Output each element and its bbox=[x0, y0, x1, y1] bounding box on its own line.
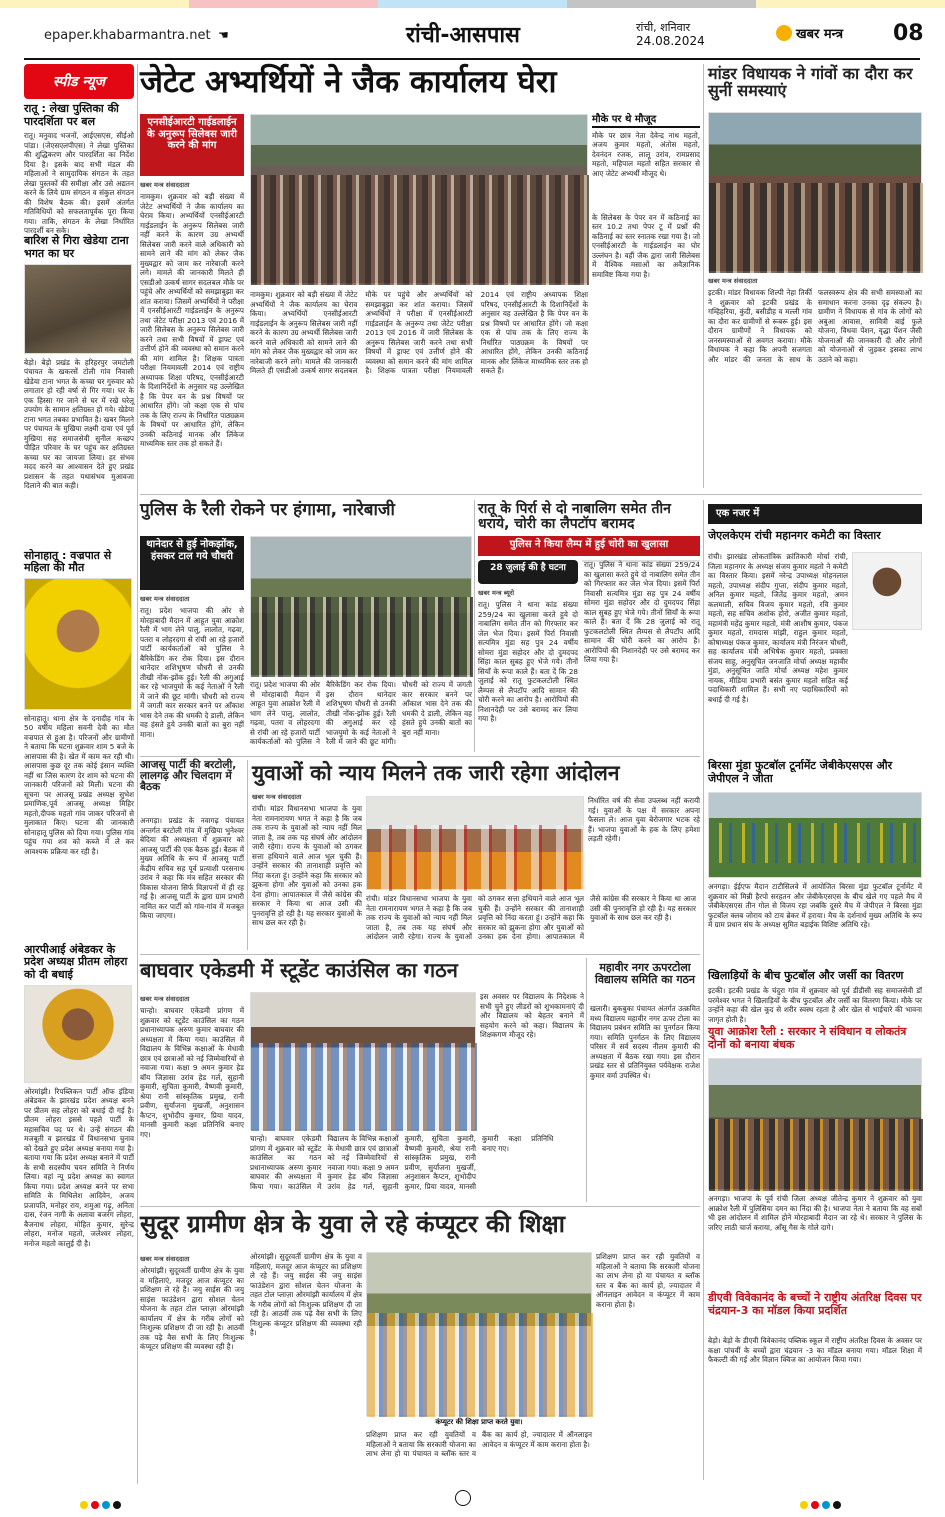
bagwar-byline: खबर मन्त्र संवाददाता bbox=[140, 995, 190, 1003]
brand-logo bbox=[776, 24, 843, 42]
rally-police-photo bbox=[250, 536, 472, 676]
nazar-label: एक नजर में bbox=[716, 508, 760, 519]
theft-deck: पुलिस ने किया लैम्प में हुई चोरी का खुलासा bbox=[478, 536, 700, 556]
sidebar-body-continued: के सिलेबस के पेपर वन में कठिनाई का स्तर 10.2 तथा पेपर टू में प्रश्नों की कठिनाई का स्तर स्नातक रखा गया है। जो एनसीईआरटी के गाईडलाईन का घोर उल्लंघन है। वहीं जैक द्वारा जारी सिलेबस में वैश्विक मसाओं का अवैज्ञानिक समाविष्ट किया गया है। bbox=[592, 212, 700, 279]
computer-body2-continued bbox=[596, 1252, 700, 1480]
speed-item-body: बेड़ो। बेड़ो प्रखंड के हरिहरपुर जमटोली पंचायत के खकरसें टोली गांव निवासी खेडेया टाना भगत के कच्चा घर गुरुवार को लगातार हो रही वर्षा से गिर गया। घर के एक हिस्सा गर जाने से घर में रखे घरेलू उपयोग के सामान क्षतिग्रस्त हो गये। खेडेया टाना भगत तबका प्रभावित है। खबर मिलने पर पंचायत के मुखिया लक्ष्मी दावा एवं पूर्व मुखिया सह समाजसेवी सुनील कच्छप पीड़ित परिवार के घर पहुंच कर क्षतिग्रस्त कच्चा घर का जायजा लिया। हर संभव मदद करने का आश्वासन देते हुए प्रखंड प्रशासन के तहत यथासंभव मुआवजा दिलाने की बात कही। bbox=[24, 357, 134, 491]
masthead bbox=[0, 0, 945, 66]
section-title: रांची-आसपास bbox=[406, 23, 520, 48]
rally-byline: खबर मन्त्र संवाददाता bbox=[140, 595, 190, 603]
section-divider bbox=[140, 756, 700, 757]
computer-headline: सुदूर ग्रामीण क्षेत्र के युवा ले रहे कंप्यूटर की शिक्षा bbox=[140, 1210, 565, 1238]
masthead-city-day: रांची, शनिवार bbox=[636, 21, 691, 34]
lead-body-continued bbox=[250, 290, 588, 490]
top-color-bar bbox=[0, 0, 945, 8]
lead-deck: एनसीईआरटी गाईडलाईन के अनुरूप सिलेबस जारी करने की मांग bbox=[140, 114, 244, 176]
rally-deck: थानेदार से हुई नोकझोंक, हंसकर टाल गये चौधरी bbox=[140, 536, 244, 590]
computer-byline: खबर मन्त्र संवाददाता bbox=[140, 1255, 190, 1263]
computer-training-photo bbox=[366, 1252, 592, 1416]
bagwar-body: चान्हो। बाघवार एकेडमी प्रांगण में शुक्रवार को स्टूडेंट काउंसिल का गठन प्रधानाध्यापक अरुण कुमार बाघवार की अध्यक्षता में किया गया। काउंसिल में विद्यालय के विभिन्न कक्षाओं के मेधावी छात्र एवं छात्राओं को नई जिम्मेवारियों से नवाजा गया। कक्षा 9 अमन कुमार हेड बॉय जिज्ञासा उरांव हेड गर्ल, सुहानी कुमारी, सुचिता कुमारी, वैष्णवी कुमारी, श्रेया रानी सांस्कृतिक प्रमुख, रानी प्रवीण, सुर्यांजना मुखर्जी, अनुशासन कैप्टन, शुभोदीप कुमार, प्रिया यादव, मानसी कुमारी कक्षा प्रतिनिधि बनाए गए। bbox=[140, 1006, 244, 1139]
nazar-header bbox=[708, 504, 922, 524]
nazar-item-head: खिलाड़ियों के बीच फुटबॉल और जर्सी का वितरण bbox=[708, 969, 904, 982]
rally-headline: पुलिस के रैली रोकने पर हंगामा, नारेबाजी bbox=[140, 500, 395, 520]
computer-photo-caption: कंप्यूटर की शिक्षा प्राप्त करते युवा। bbox=[435, 1418, 523, 1426]
lead-headline: जेटेट अभ्यर्थियों ने जैक कार्यालय घेरा bbox=[140, 64, 557, 100]
nazar-item-body: इटकी। इटकी प्रखंड के चंदुरा गांव में शुक्रवार को पूर्व डीडीसी सह समाजसेवी डॉ परमेश्वर भगत ने खिलाड़ियों के बीच फुटबॉल और जर्सी का वितरण किया। मौके पर उन्होंने कहा की खेल कूद से शरीर स्वस्थ रहता है और खेल से भाईचारे की भावना जागृत होती है। bbox=[708, 986, 922, 1024]
section-divider bbox=[140, 954, 700, 955]
column-divider bbox=[247, 760, 248, 950]
youth-byline: खबर मन्त्र संवाददाता bbox=[252, 793, 302, 801]
bagwar-body2: इस अवसर पर विद्यालय के निदेशक ने सभी चुने हुए लीडरों को शुभकामनाएं दी और विद्यालय को बेहतर बनाने में सहयोग करने को कहा। विद्यालय के शिक्षकगण मौजूद रहे। bbox=[480, 992, 584, 1039]
theft-badge: 28 जुलाई की है घटना bbox=[478, 560, 578, 584]
speed-news-logo: स्पीड न्यूज bbox=[24, 64, 134, 99]
computer-body2: प्रशिक्षण प्राप्त कर रही युवतियों व महिलाओं ने बताया कि सरकारी योजना का लाभ लेना हो या पंचायत व ब्लॉक स्तर व बैंक का कार्य हो, ज्यादातर में ऑनलाइन आवेदन व कंप्यूटर में काम कराना होता है। bbox=[366, 1430, 592, 1458]
theft-body: रातू। पुलिस ने थाना कांड संख्या 259/24 का खुलासा करते हुये दो नाबालिग समेत तीन को गिरफ्तार कर जेल भेज दिया। इसमें पिर्रा निवासी सत्यमित्र मुंडा सह पुत्र 24 वर्षीय सोमरा मुंडा सहोदर और दो दुमदपद सिंहा काल सुबह हुए भेजे गये। तीनों सियाँ के रूपा काले हैं। बता दें कि 28 जुलाई को रातू फुटकलटोली स्थित लैम्पस से लैपटॉप आदि सामान की चोरी करने का आरोप है। आरोपियों की निशानदेही पर उसे बरामद कर लिया गया है। bbox=[478, 600, 578, 723]
footer-color-marks-right bbox=[800, 1494, 844, 1513]
masthead-date: 24.08.2024 bbox=[636, 34, 705, 48]
mandar-body: इटकी। मांडर विधायक शिल्पी नेहा तिर्की ने शुक्रवार को इटकी प्रखंड के गम्हिहरिया, कुंदी, बसीडीह व मल्ली गांव का दौरा कर ग्रामीणों से रूबरू हुई। इस दौरान ग्रामीणों ने विधायक को जनसमस्याओं से अवगत कराया। मौके विधायक ने कहा कि अपनी सजगता और मांडर की जनता के साथ के फलस्वरूप क्षेत्र की सभी समस्याओं का समाधान करना उनका दृढ़ संकल्प है। ग्रामीण ने विधायक से गांव के लोगों को अबुआ आवास, सावित्री बाई फुले योजना, विधवा पेंशन, वृद्धा पेंशन जैसी योजनाओं की जानकारी दी और लोगों को योजनाओं से जुड़कर इसका लाभ उठाने को कहा। bbox=[708, 288, 922, 364]
youth-body-continued bbox=[366, 894, 696, 948]
rally-body: रातू। प्रदेश भाजपा की ओर से मोरहाबादी मैदान में आहूत युवा आक्रोश रैली में भाग लेने पालु, लालोत, गढ़वा, पतरा व लोहरदगा से रांची आ रहे हजारों पार्टी कार्यकर्ताओं को पुलिस ने बैरिकेडिंग कर रोक दिया। इस दौरान थानेदार शशिभूषण चौधरी से उनकी तीखी नोंक-झोंक हुई। रैली की अगुआई कर रहे भाजयुमो के कई नेताओं ने रैली में जाने की छूट मांगी। चौधरी को राज्य में जगती कार सरकार बनने पर आँकाश भास देने तक की धमकी दे डाली, लेकिन वह हंसते हुये उनकी बातों का बुरा नहीं माना। bbox=[140, 606, 244, 739]
nazar-item-body: अनगड़ा। ईईएफ मैदान टाटीसिलवे में आयोजित बिरसा मुंडा फुटबॉल टूर्नामेंट में शुक्रवार को मिन्नी हैरपो सरहतन और जेबीकेएसएस के बीच खेले गए पहले मैच में जेबीकेएसएस तीन गोल से विजय रहा जबकि दूसरे मैच में जेपीएल ने बिरसा मुंडा फुटबॉल क्लब जोराय को टाय ब्रेकर में हराया। मैच के दर्शनार्थ मुख्य अतिथि के रूप में ग्राम प्रधान संघ के अध्यक्ष सुमित बड़ाईक विशिष्ट अतिथि रहे। bbox=[708, 882, 922, 929]
column-divider bbox=[474, 500, 475, 752]
nazar-item-body: अनगड़ा। भाजपा के पूर्व रांची जिला अध्यक्ष जीतेन्द्र कुमार ने शुक्रवार को युवा आक्रोश रैली में पुलिसिया दमन का निंदा की है। भाजपा नेता ने बताया कि वह सबों भी इस आंदोलन में शामिल होने मोरहाबादी मैदान जा रहे थे। सरकार ने पुलिस के जरिए लाठी चार्ज कराया, आँसू गैस के गोले दागे। bbox=[708, 1194, 922, 1232]
youth-body: रांची। मांडर विधानसभा भाजपा के युवा नेता रामनारायण भगत ने कहा है कि जब तक राज्य के युवाओं को न्याय नहीं मिल जाता है, तब तक यह संघर्ष और आंदोलन जारी रहेगा। राज्य के युवाओं को ठगकर सत्ता हथियाने वाले आज भूल चुकी हैं। उन्होंने सरकार की तानाशाही प्रवृत्ति को निंदा करता हूं। उन्होंने कहा कि सरकार को झुकना होगा और युवाओं को उनका हक देना होगा। आपातकाल में जैसे कांग्रेस की सरकार ने किया था आज उसी की पुनरावृत्ति हो रही है। यह सरकार युवाओं के साथ छल कर रही है। bbox=[252, 804, 362, 927]
rally-crowd-photo bbox=[708, 1058, 922, 1190]
sidebar-title: मौके पर थे मौजूद bbox=[592, 114, 700, 128]
youth-body2: निर्धारित वर्ष की सेवा उपलब्ध नहीं करायी गई। युवाओं के पक्ष में सरकार अपना फैसला ले। आज युवा बेरोजगार भटक रहे हैं। भाजपा युवाओं के हक के लिए हमेशा लड़ती रहेगी। bbox=[588, 796, 700, 843]
theft-body-continued bbox=[584, 560, 700, 750]
mahavir-body: खलारी। बुकबुका पंचायत अंतर्गत उत्क्रमित मध्य विद्यालय महावीर नगर ऊपर टोला का विद्यालय प्रबंधन समिति का पुनर्गठन किया गया। समिति पुनर्गठन के लिए विद्यालय परिसर में सर्व सदस्य नीलम कुमारी की अध्यक्षता में बैठक रखा गया। इस दौरान प्रखंड स्तर से प्रतिनियुक्त पर्यवेक्षक राजेश कुमार वर्मा उपस्थित थे। bbox=[590, 1004, 700, 1080]
lead-body: नामकुम। शुक्रवार को बड़ी संख्या में जेटेट अभ्यर्थियों ने जैक कार्यालय का घेराव किया। अभ्यर्थियों एनसीईआरटी गाईडलाईन के अनुरूप सिलेबस जारी नहीं करने के कारण उग्र अभ्यर्थी सिलेबस जारी करने वाले अधिकारी को सामने लाने की मांग को लेकर जैक मुख्यद्वार को जाम कर नारेबाजी करने लगे। मामले की जानकारी मिलते ही एसडीओ उत्कर्ष सागर सदलबल मौके पर पहुंचे और अभ्यर्थियों को समझाबुझा कर शांत कराया। जिसमें अभ्यर्थियों ने परीक्षा में एनसीईआरटी गाईडलाईन के अनुरूप तथा जेटेट परीक्षा 2013 एवं 2016 में जारी सिलेबस के अनुरूप सिलेबस जारी करने तथा सभी विषयों में ड्राफ्ट एवं उत्तीर्ण होने की व्यवस्था को समान करने की मांग शामिल है। शिक्षक पात्रता परीक्षा नियमावली 2014 एवं राष्ट्रीय अध्यापक शिक्षा परिषद, एनसीईआरटी के दिशानिर्देशों के अनुसार यह उल्लेखित है कि पेपर वन के प्रश्न विषयों पर आधारित होंगे। जो कक्षा एक से पांच तक के लिए राज्य के निर्धारित पाठ्यक्रम के विषयों पर आधारित होंगे, लेकिन उनकी कठिनाई मानक और लिंकेज माध्यमिक स्तर तक हो सकते हैं। bbox=[140, 192, 244, 448]
rally-body-text: रातू। प्रदेश भाजपा की ओर से मोरहाबादी मैदान में आहूत युवा आक्रोश रैली में भाग लेने पालु, लालोत, गढ़वा, पतरा व लोहरदगा से रांची आ रहे हजारों पार्टी कार्यकर्ताओं को पुलिस ने बैरिकेडिंग कर रोक दिया। इस दौरान थानेदार शशिभूषण चौधरी से उनकी तीखी नोंक-झोंक हुई। रैली की अगुआई कर रहे भाजयुमो के कई नेताओं ने रैली में जाने की छूट मांगी। चौधरी को राज्य में जगती कार सरकार बनने पर आँकाश भास देने तक की धमकी दे डाली, लेकिन वह हंसते हुये उनकी बातों का बुरा नहीं माना। bbox=[250, 680, 472, 746]
theft-body-text: रातू। पुलिस ने थाना कांड संख्या 259/24 का खुलासा करते हुये दो नाबालिग समेत तीन को गिरफ्तार कर जेल भेज दिया। इसमें पिर्रा निवासी सत्यमित्र मुंडा सह पुत्र 24 वर्षीय सोमरा मुंडा सहोदर और दो दुमदपद सिंहा काल सुबह हुए भेजे गये। तीनों सियाँ के रूपा काले हैं। बता दें कि 28 जुलाई को रातू फुटकलटोली स्थित लैम्पस से लैपटॉप आदि सामान की चोरी करने का आरोप है। आरोपियों की निशानदेही पर उसे बरामद कर लिया गया है। bbox=[584, 560, 700, 664]
student-council-photo bbox=[250, 992, 476, 1130]
mahavir-headline: महावीर नगर ऊपरटोला विद्यालय समिति का गठन bbox=[594, 961, 696, 986]
section-divider bbox=[140, 494, 922, 495]
brand-logo-icon bbox=[776, 25, 792, 41]
registration-mark-icon bbox=[455, 1490, 471, 1506]
bagwar-body-continued bbox=[250, 1134, 554, 1200]
garlanded-leader-photo bbox=[24, 985, 132, 1083]
speed-item-head: बारिश से गिरा खेडेया टाना भगत का घर bbox=[24, 234, 129, 260]
column-divider bbox=[703, 500, 704, 1480]
speed-item-head: आरपीआई अंबेडकर के प्रदेश अध्यक्ष प्रीतम लोहरा को दी बधाई bbox=[24, 942, 128, 982]
computer-body: ओरमांझी। सुदूरवर्ती ग्रामीण क्षेत्र के युवा व महिलाएं, मजदूर आज कंप्यूटर का प्रशिक्षण ले रहे हैं। जयु साईस की जयु साइंस फाउंडेशन द्वारा सोशल चेतन योजना के तहत टोल प्लाज़ा ओरमांझी कार्यालय में क्षेत्र के गरीब लोगों को निःशुल्क प्रशिक्षण दी जा रही है। आठवीं तक पढ़े वैस सभी के लिए निःशुल्क कंप्यूटर प्रशिक्षण की व्यवस्था रही है। bbox=[140, 1266, 244, 1351]
woman-portrait-photo bbox=[24, 578, 132, 710]
nazar-item-head: युवा आक्रोश रैली : सरकार ने संविधान व लोकतंत्र दोनों को बनाया बंधक bbox=[708, 1025, 907, 1051]
speed-item-head: सोनाहातू : वज्रपात से महिला की मौत bbox=[24, 548, 112, 575]
site-url[interactable]: epaper.khabarmantra.net bbox=[44, 28, 211, 43]
speed-item-head: रातू : लेखा पुस्तिका की पारदर्शिता पर बल bbox=[24, 102, 119, 128]
nazar-item-body: रांची। झारखंड लोकतांत्रिक क्रांतिकारी मोर्चा रांची, जिला महानगर के अध्यक्ष संजय कुमार महतो ने कमेटी का विस्तार किया। इसमें नरेन्द्र उपाध्यक्ष मोहनलाल महतो, उपाध्यक्ष संदीप गुप्ता, संदीप कुमार महतो, अनिल कुमार महतो, जितेंद्र कुमार महतो, अमन कलमाली, सचिव विजय कुमार महतो, रवि कुमार महतो, सह सचिव अशोक होरो, अजीत कुमार महतो, महामंत्री महेंद्र कुमार महतो, मंत्री आशीष कुमार, पंकज कुमार महतो, रामदास मांझी, राहुल कुमार महतो, कोषाध्यक्ष पंकज कुमार, कार्यालय मंत्री निरंजन चौधरी, सह कार्यालय मंत्री अभिषेक कुमार महतो, प्रवक्ता संजय साहू, अनुसूचित जनजाति मोर्चा अध्यक्ष महावीर मुंडा, अनुसूचित जाति मोर्चा अध्यक्ष महेश कुमार नायक, मीडिया प्रभारी बसंत कुमार महतो सहित कई पदाधिकारी शामिल हैं। सभी नए पदाधिकारियों को बधाई दी गई है। bbox=[708, 552, 848, 704]
youth-leaders-photo bbox=[366, 796, 584, 890]
mandar-byline: खबर मन्त्र संवाददाता bbox=[708, 277, 758, 285]
nazar-item-head: डीएवी विवेकानंद के बच्चों ने राष्ट्रीय अंतरिक्ष दिवस पर चंद्रयान-3 का मॉडल किया प्रदर्शित bbox=[708, 1291, 922, 1317]
football-match-photo bbox=[708, 792, 922, 878]
section-divider bbox=[140, 1206, 700, 1207]
mandar-headline: मांडर विधायक ने गांवों का दौरा कर सुनीं समस्याएं bbox=[708, 64, 913, 100]
theft-byline: खबर मन्त्र ब्यूरो bbox=[478, 589, 515, 597]
lead-byline: खबर मन्त्र संवाददाता bbox=[140, 181, 190, 189]
youth-body-text: रांची। मांडर विधानसभा भाजपा के युवा नेता रामनारायण भगत ने कहा है कि जब तक राज्य के युवाओं को न्याय नहीं मिल जाता है, तब तक यह संघर्ष और आंदोलन जारी रहेगा। राज्य के युवाओं को ठगकर सत्ता हथियाने वाले आज भूल चुकी हैं। उन्होंने सरकार की तानाशाही प्रवृत्ति को निंदा करता हूं। उन्होंने कहा कि सरकार को झुकना होगा और युवाओं को उनका हक देना होगा। आपातकाल में जैसे कांग्रेस की सरकार ने किया था आज उसी की पुनरावृत्ति हो रही है। यह सरकार युवाओं के साथ छल कर रही है। bbox=[366, 894, 696, 941]
youth-headline: युवाओं को न्याय मिलने तक जारी रहेगा आंदोलन bbox=[252, 761, 620, 785]
ajsu-body: अनगड़ा। प्रखंड के नवागढ़ पंचायत अन्तर्गत बरटोली गांव में मुखिया भुनेश्वर बेदिया की अध्यक्षता में शुक्रवार को आजसू पार्टी की एक बैठक हुई। बैठक में मुख्य अतिथि के रूप में आजसू पार्टी केंद्रीय सचिव सह पूर्व प्रत्याशी परसनाथ उरांव ने कहा कि मंत्र सहित सरकार की विकास योजना सिर्फ विज्ञापनों में ही रह गई है। आजसू पार्टी के द्वारा ग्राम प्रभारी नामित कर पार्टी को गांव-गांव में मजबूत किया जाएगा। bbox=[140, 816, 244, 920]
speed-item-body: ओरमांझी। रिपब्लिकन पार्टी ऑफ इंडिया अंबेडकर के झारखंड प्रदेश अध्यक्ष बनने पर प्रीतम सह लोहरा को बधाई दी गई है। प्रीतम लोहरा इससे पहले पार्टी के महासचिव पद पर थे। उन्हें संगठन की मजबूती व झारखंड में विधानसभा चुनाव को देखते हुए प्रदेश अध्यक्ष बनाया गया है। बताया गया कि प्रदेश अध्यक्ष बनाने में पार्टी के सभी सदस्यीय चयन समिति ने निर्णय लिया। वहां न्यू प्रदेश अध्यक्ष का स्वागत किया गया। प्रदेश अध्यक्ष बनने पर सभा समिति के मिथिलेश आदिवेन, अजय प्रजापति, मनोहर राय, शमुआ गढ़ू, अनिता दास, रंजन नागी के अलावा बजरंग लोहरा, बैजनाथ लोहरा, मोहित कुमार, सुरेन्द्र लोहरा, मनोज महतो, जलेश्वर लोहरा, मनोज महतो कालुई दी है। bbox=[24, 1086, 134, 1248]
column-divider bbox=[137, 64, 138, 1484]
brand-name: खबर मन्त्र bbox=[796, 27, 844, 42]
computer-body2-text: प्रशिक्षण प्राप्त कर रही युवतियों व महिलाओं ने बताया कि सरकारी योजना का लाभ लेना हो या पंचायत व ब्लॉक स्तर व बैंक का कार्य हो, ज्यादातर में ऑनलाइन आवेदन व कंप्यूटर में काम कराना होता है। bbox=[596, 1252, 700, 1309]
rally-body-continued bbox=[250, 680, 472, 750]
house-collapse-photo bbox=[24, 264, 132, 354]
speed-item-body: रातू। मनुवाद भजनों, आईएसएस, सीईओ पांडा। (जेएसएलपीएस) ने लेखा पुस्तिका की शुद्धिकरण और पारदर्शिता का निर्देश दिया है। इसके बाद सभी मंडल की महिलाओं ने सामुदायिक संगठन के तहत लेखा पुस्तकों की समीक्षा और उसे अद्यतन करने के लिये ग्राम संगठन व संकुल संगठन की विशेष बैठक की। इसमें अंतर्गत गतिविधियों को सफलतापूर्वक पूरा किया गया। ताकि, संगठन के लेखा निर्धारित पारदर्शी बन सके। bbox=[24, 131, 134, 236]
page-number: 08 bbox=[893, 21, 924, 46]
lead-sidebar bbox=[592, 114, 700, 494]
bagwar-body-text: चान्हो। बाघवार एकेडमी प्रांगण में शुक्रवार को स्टूडेंट काउंसिल का गठन प्रधानाध्यापक अरुण कुमार बाघवार की अध्यक्षता में किया गया। काउंसिल में विद्यालय के विभिन्न कक्षाओं के मेधावी छात्र एवं छात्राओं को नई जिम्मेवारियों से नवाजा गया। कक्षा 9 अमन कुमार हेड बॉय जिज्ञासा उरांव हेड गर्ल, सुहानी कुमारी, सुचिता कुमारी, वैष्णवी कुमारी, श्रेया रानी सांस्कृतिक प्रमुख, रानी प्रवीण, सुर्यांजना मुखर्जी, अनुशासन कैप्टन, शुभोदीप कुमार, प्रिया यादव, मानसी कुमारी कक्षा प्रतिनिधि बनाए गए। bbox=[250, 1134, 554, 1191]
speed-news-column bbox=[24, 64, 134, 1484]
lead-body-text: नामकुम। शुक्रवार को बड़ी संख्या में जेटेट अभ्यर्थियों ने जैक कार्यालय का घेराव किया। अभ्यर्थियों एनसीईआरटी गाईडलाईन के अनुरूप सिलेबस जारी नहीं करने के कारण उग्र अभ्यर्थी सिलेबस जारी करने वाले अधिकारी को सामने लाने की मांग को लेकर जैक मुख्यद्वार को जाम कर नारेबाजी करने लगे। मामले की जानकारी मिलते ही एसडीओ उत्कर्ष सागर सदलबल मौके पर पहुंचे और अभ्यर्थियों को समझाबुझा कर शांत कराया। जिसमें अभ्यर्थियों ने परीक्षा में एनसीईआरटी गाईडलाईन के अनुरूप तथा जेटेट परीक्षा 2013 एवं 2016 में जारी सिलेबस के अनुरूप सिलेबस जारी करने तथा सभी विषयों में ड्राफ्ट एवं उत्तीर्ण होने की व्यवस्था को समान करने की मांग शामिल है। शिक्षक पात्रता परीक्षा नियमावली 2014 एवं राष्ट्रीय अध्यापक शिक्षा परिषद, एनसीईआरटी के दिशानिर्देशों के अनुसार यह उल्लेखित है कि पेपर वन के प्रश्न विषयों पर आधारित होंगे। जो कक्षा एक से पांच तक के लिए राज्य के निर्धारित पाठ्यक्रम के विषयों पर आधारित होंगे, लेकिन उनकी कठिनाई मानक और लिंकेज माध्यमिक स्तर तक हो सकते हैं। bbox=[250, 290, 588, 375]
masthead-divider bbox=[24, 58, 920, 60]
ajsu-headline: आजसू पार्टी की बरटोली, लालगढ़ और चिलदाग में बैठक bbox=[140, 759, 237, 794]
footer-color-marks-left bbox=[80, 1494, 124, 1513]
computer-body-continued bbox=[250, 1252, 362, 1480]
nazar-item-body: बेड़ो। बेड़ो के डीएवी विवेकानंद पब्लिक स्कूल में राष्ट्रीय अंतरिक्ष दिवस के अवसर पर कक्षा पांचवीं के बच्चों द्वारा चंद्रयान -3 का मॉडल बनाया गया। मॉडल शिक्षा में फैकल्टी की गई और विज्ञान क्विज का आयोजन किया गया। bbox=[708, 1336, 922, 1364]
leader-portrait-photo bbox=[852, 552, 922, 630]
bagwar-headline: बाघवार एकेडमी में स्टूडेंट काउंसिल का गठन bbox=[140, 958, 458, 982]
column-divider bbox=[703, 64, 704, 488]
nazar-item-head: बिरसा मुंडा फुटबॉल टूर्नामेंट जेबीकेएसएस और जेपीएल ने जीता bbox=[708, 759, 893, 785]
nazar-item-head: जेएलकेएम रांची महानगर कमेटी का विस्तार bbox=[708, 529, 881, 542]
column-divider bbox=[586, 958, 587, 1202]
sidebar-body: मौके पर छात्र नेता देवेन्द्र नाथ महतो, अजय कुमार महतो, अंतोस महतो, देवनंदन रजक, लालू उरांव, रामप्रसाद महतो, महिपाल महतो सहित सरकार से आए जेटेट अभ्यर्थी मौजूद थे। bbox=[592, 130, 700, 178]
speed-item-body: सोनाहातू। थाना क्षेत्र के दनादीह गांव के 50 वर्षीय महिला सवनी देवी का मौत वज्रपात से हुआ है। परिजनों और ग्रामीणों ने बताया कि घटना शुक्रवार शाम 5 बजे के आसपास की है। खेत में काम कर रही थी। आसपास कुछ दूर तक कोई इंसान व्यक्ति नहीं था जिस कारण देर शाम को घटना की जानकारी परिजनों को मिली। घटना की सूचना पर आजसू प्रखंड अध्यक्ष सुभेश प्रमाणिक,पूर्व आजसू अध्यक्ष मिहिर महतो,दीपक महतो गांव जाकर परिजनों से मुलाकात किए। घटना की जानकारी सोनाहातू पुलिस को दिया गया। पुलिस गांव पहुंच गया शव को कब्जे में ले कर आवश्यक प्रक्रिया कर रही है। bbox=[24, 713, 134, 856]
lead-protest-photo bbox=[250, 114, 588, 284]
theft-headline: रातू के पिर्रा से दो नाबालिग समेत तीन धराये, चोरी का लैपटॉप बरामद bbox=[478, 501, 671, 532]
computer-body-text: ओरमांझी। सुदूरवर्ती ग्रामीण क्षेत्र के युवा व महिलाएं, मजदूर आज कंप्यूटर का प्रशिक्षण ले रहे हैं। जयु साईस की जयु साइंस फाउंडेशन द्वारा सोशल चेतन योजना के तहत टोल प्लाज़ा ओरमांझी कार्यालय में क्षेत्र के गरीब लोगों को निःशुल्क प्रशिक्षण दी जा रही है। आठवीं तक पढ़े वैस सभी के लिए निःशुल्क कंप्यूटर प्रशिक्षण की व्यवस्था रही है। bbox=[250, 1252, 362, 1337]
cursor-icon: ☚ bbox=[218, 28, 229, 42]
mandar-visit-photo bbox=[708, 112, 922, 272]
